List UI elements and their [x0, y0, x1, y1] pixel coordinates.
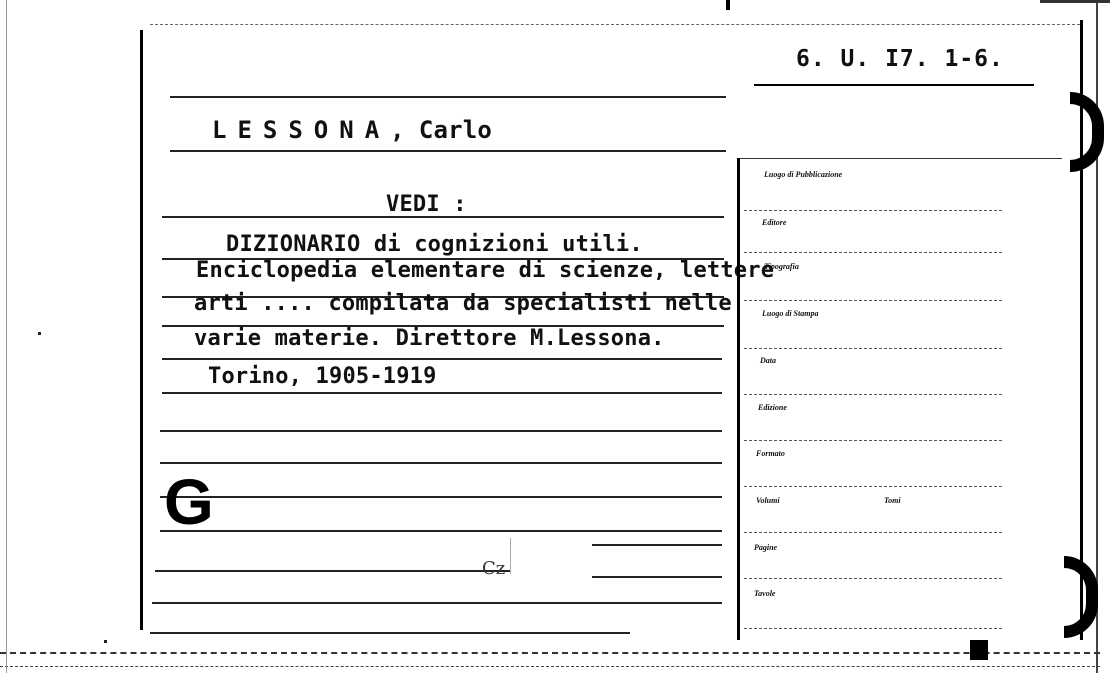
label-date: Data	[760, 356, 776, 365]
author-heading	[212, 116, 492, 144]
card-rule	[155, 570, 510, 572]
imprint-line: Torino, 1905-1919	[208, 364, 437, 389]
bottom-edge-line	[0, 652, 1100, 654]
card-rule	[592, 576, 722, 578]
card-rule	[160, 530, 722, 532]
label-volumes: Volumi	[756, 496, 780, 505]
top-tick	[726, 0, 730, 10]
card-rule	[160, 462, 722, 464]
label-publisher: Editore	[762, 218, 787, 227]
card-rule	[170, 150, 726, 152]
form-rule	[744, 440, 1002, 441]
form-rule	[744, 348, 1002, 349]
title-line-3: arti .... compilata da specialisti nelle	[194, 291, 732, 316]
label-format: Formato	[756, 449, 785, 458]
label-tomes: Tomi	[884, 496, 901, 505]
ruled-divider	[510, 538, 511, 574]
label-edition: Edizione	[758, 403, 787, 412]
form-rule	[744, 210, 1002, 211]
card-rule	[152, 602, 722, 604]
card-rule	[160, 430, 722, 432]
title-line-4: varie materie. Direttore M.Lessona.	[194, 326, 665, 351]
shelfmark-rule	[754, 84, 1034, 86]
form-rule	[744, 300, 1002, 301]
author-given-name: Carlo	[418, 116, 493, 144]
form-rule	[744, 532, 1002, 533]
stamp-letter: G	[164, 466, 214, 538]
form-rule	[740, 158, 1062, 159]
shelfmark: 6. U. I7. 1-6.	[796, 46, 1004, 72]
label-place-of-printing: Luogo di Stampa	[762, 309, 819, 318]
card-rule	[592, 544, 722, 546]
author-surname: LESSONA	[212, 116, 391, 144]
far-right-edge	[1096, 0, 1098, 673]
see-reference-label: VEDI :	[386, 192, 467, 217]
left-scan-edge	[6, 0, 7, 673]
pencil-mark: Cz	[482, 558, 506, 579]
card-rule	[162, 392, 722, 394]
top-right-rule	[1040, 0, 1110, 3]
card-rule	[150, 632, 630, 634]
title-line-1: DIZIONARIO di cognizioni utili.	[226, 232, 643, 257]
top-edge-line	[150, 24, 1080, 25]
form-rule	[744, 394, 1002, 395]
bottom-block	[970, 640, 988, 660]
card-rule	[160, 496, 722, 498]
form-rule	[744, 578, 1002, 579]
form-rule	[744, 252, 1002, 253]
label-printer: Tipografia	[764, 262, 799, 271]
form-rule	[744, 628, 1002, 629]
label-pages: Pagine	[754, 543, 778, 552]
binder-clip-top	[1070, 92, 1104, 172]
author-separator: ,	[390, 116, 405, 144]
speck	[104, 640, 107, 643]
form-rule	[744, 486, 1002, 487]
card-rule	[162, 358, 722, 360]
label-plates: Tavole	[754, 589, 776, 598]
card-rule	[170, 96, 726, 98]
title-line-2: Enciclopedia elementare di scienze, lettere	[196, 258, 775, 283]
left-border	[140, 30, 143, 630]
publication-form	[737, 158, 1070, 640]
label-place-of-publication: Luogo di Pubblicazione	[764, 170, 843, 179]
bottom-edge-line-2	[0, 666, 1100, 667]
speck	[38, 332, 41, 335]
